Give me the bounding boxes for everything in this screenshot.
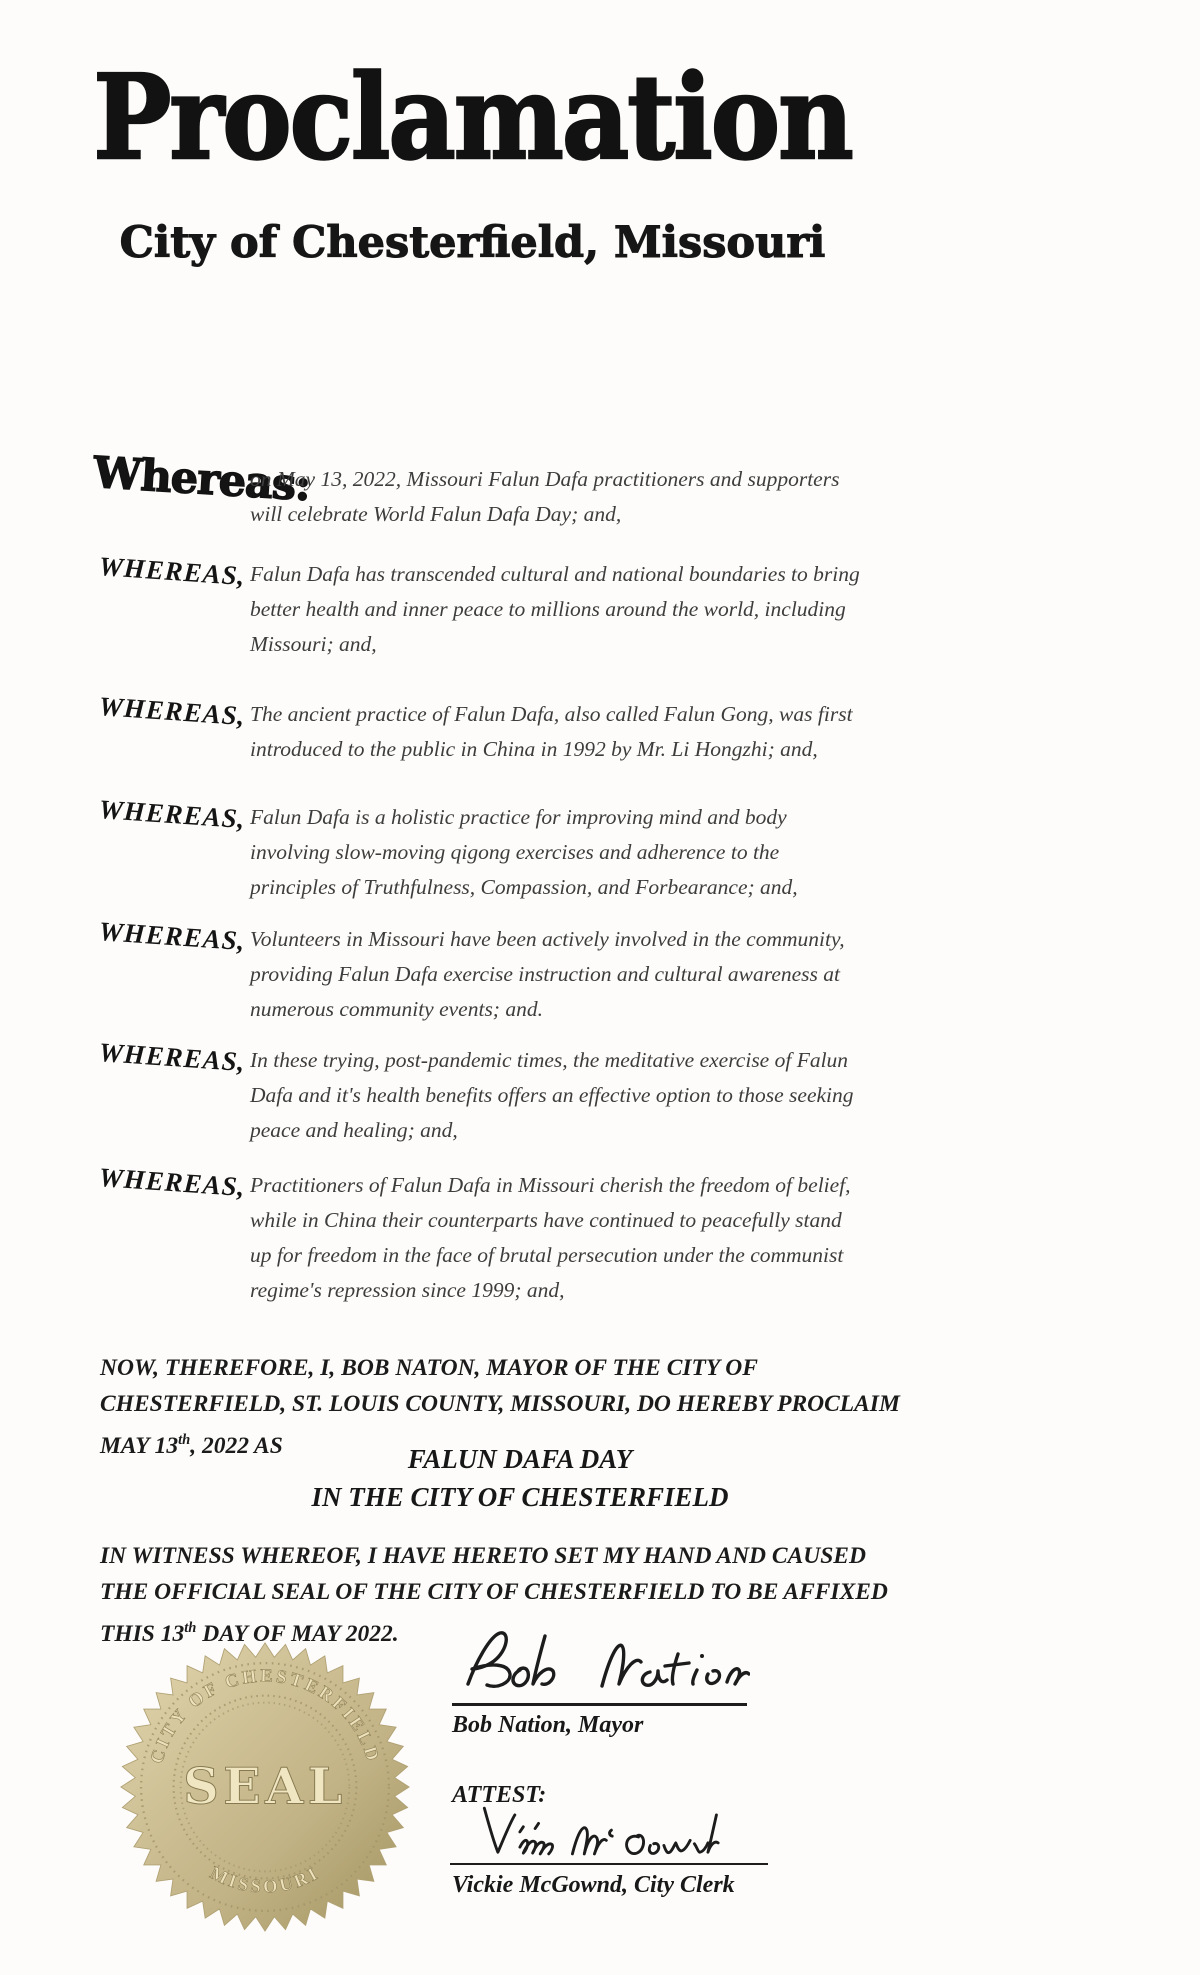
whereas-label: WHEREAS,	[97, 1162, 247, 1203]
ordinal-superscript: th	[184, 1620, 197, 1636]
whereas-label: WHEREAS,	[97, 794, 247, 835]
day-title-line2: IN THE CITY OF CHESTERFIELD	[311, 1482, 729, 1512]
day-title-line1: FALUN DAFA DAY	[407, 1444, 633, 1474]
document-title: Proclamation	[93, 48, 852, 186]
proclaimed-day-title	[95, 1440, 945, 1516]
whereas-label: WHEREAS,	[97, 916, 247, 957]
whereas-label: WHEREAS,	[97, 1037, 247, 1078]
clerk-printed-name: Vickie McGownd, City Clerk	[452, 1872, 735, 1898]
now-therefore-text: NOW, THEREFORE, I, BOB NATON, MAYOR OF THE CITY OF CHESTERFIELD, ST. LOUIS COUNTY, MISSOURI, DO HEREBY PROCLAIM MAY 13	[100, 1355, 900, 1459]
whereas-text: The ancient practice of Falun Dafa, also called Falun Gong, was first introduced to the public in China in 1992 by Mr. Li Hongzhi; and,	[250, 702, 853, 761]
mayor-signature-line	[452, 1703, 747, 1706]
attest-label: ATTEST:	[452, 1782, 547, 1808]
whereas-label: WHEREAS,	[97, 691, 247, 732]
whereas-text: Falun Dafa has transcended cultural and national boundaries to bring better health and inner peace to millions around the world, including Missouri; and,	[250, 562, 860, 656]
whereas-text: Practitioners of Falun Dafa in Missouri cherish the freedom of belief, while in China their counterparts have continued to peacefully stand up for freedom in the face of brutal persecution under the communist regime's repression since 1999; and,	[250, 1173, 851, 1302]
mayor-printed-name: Bob Nation, Mayor	[452, 1712, 644, 1738]
clerk-signature	[448, 1798, 768, 1870]
witness-text: IN WITNESS WHEREOF, I HAVE HERETO SET MY HAND AND CAUSED THE OFFICIAL SEAL OF THE CITY OF CHESTERFIELD TO BE AFFIXED THIS 13	[100, 1543, 888, 1647]
whereas-label: Whereas:	[91, 448, 312, 512]
ordinal-superscript: th	[178, 1432, 191, 1448]
whereas-text: Volunteers in Missouri have been actively involved in the community, providing Falun Dafa exercise instruction and cultural awareness at numerous community events; and.	[250, 927, 845, 1021]
whereas-text: In these trying, post-pandemic times, the meditative exercise of Falun Dafa and it's health benefits offers an effective option to those seeking peace and healing; and,	[250, 1048, 854, 1142]
whereas-text: Falun Dafa is a holistic practice for improving mind and body involving slow-moving qigong exercises and adherence to the principles of Truthfulness, Compassion, and Forbearance; and,	[250, 805, 798, 899]
mayor-signature	[450, 1618, 750, 1708]
witness-text-end: DAY OF MAY 2022.	[196, 1620, 399, 1647]
clerk-signature-line	[450, 1863, 768, 1865]
whereas-label: WHEREAS,	[97, 551, 247, 592]
now-therefore-text-end: , 2022 AS	[190, 1432, 283, 1459]
seal-center-text: SEAL	[183, 1757, 347, 1816]
document-subtitle: City of Chesterfield, Missouri	[119, 218, 826, 268]
seal-bottom-text: MISSOURI	[207, 1862, 324, 1897]
seal-top-text: CITY OF CHESTERFIELD	[146, 1665, 384, 1766]
city-seal	[120, 1642, 410, 1932]
whereas-text: on May 13, 2022, Missouri Falun Dafa practitioners and supporters will celebrate World Falun Dafa Day; and,	[250, 467, 840, 526]
